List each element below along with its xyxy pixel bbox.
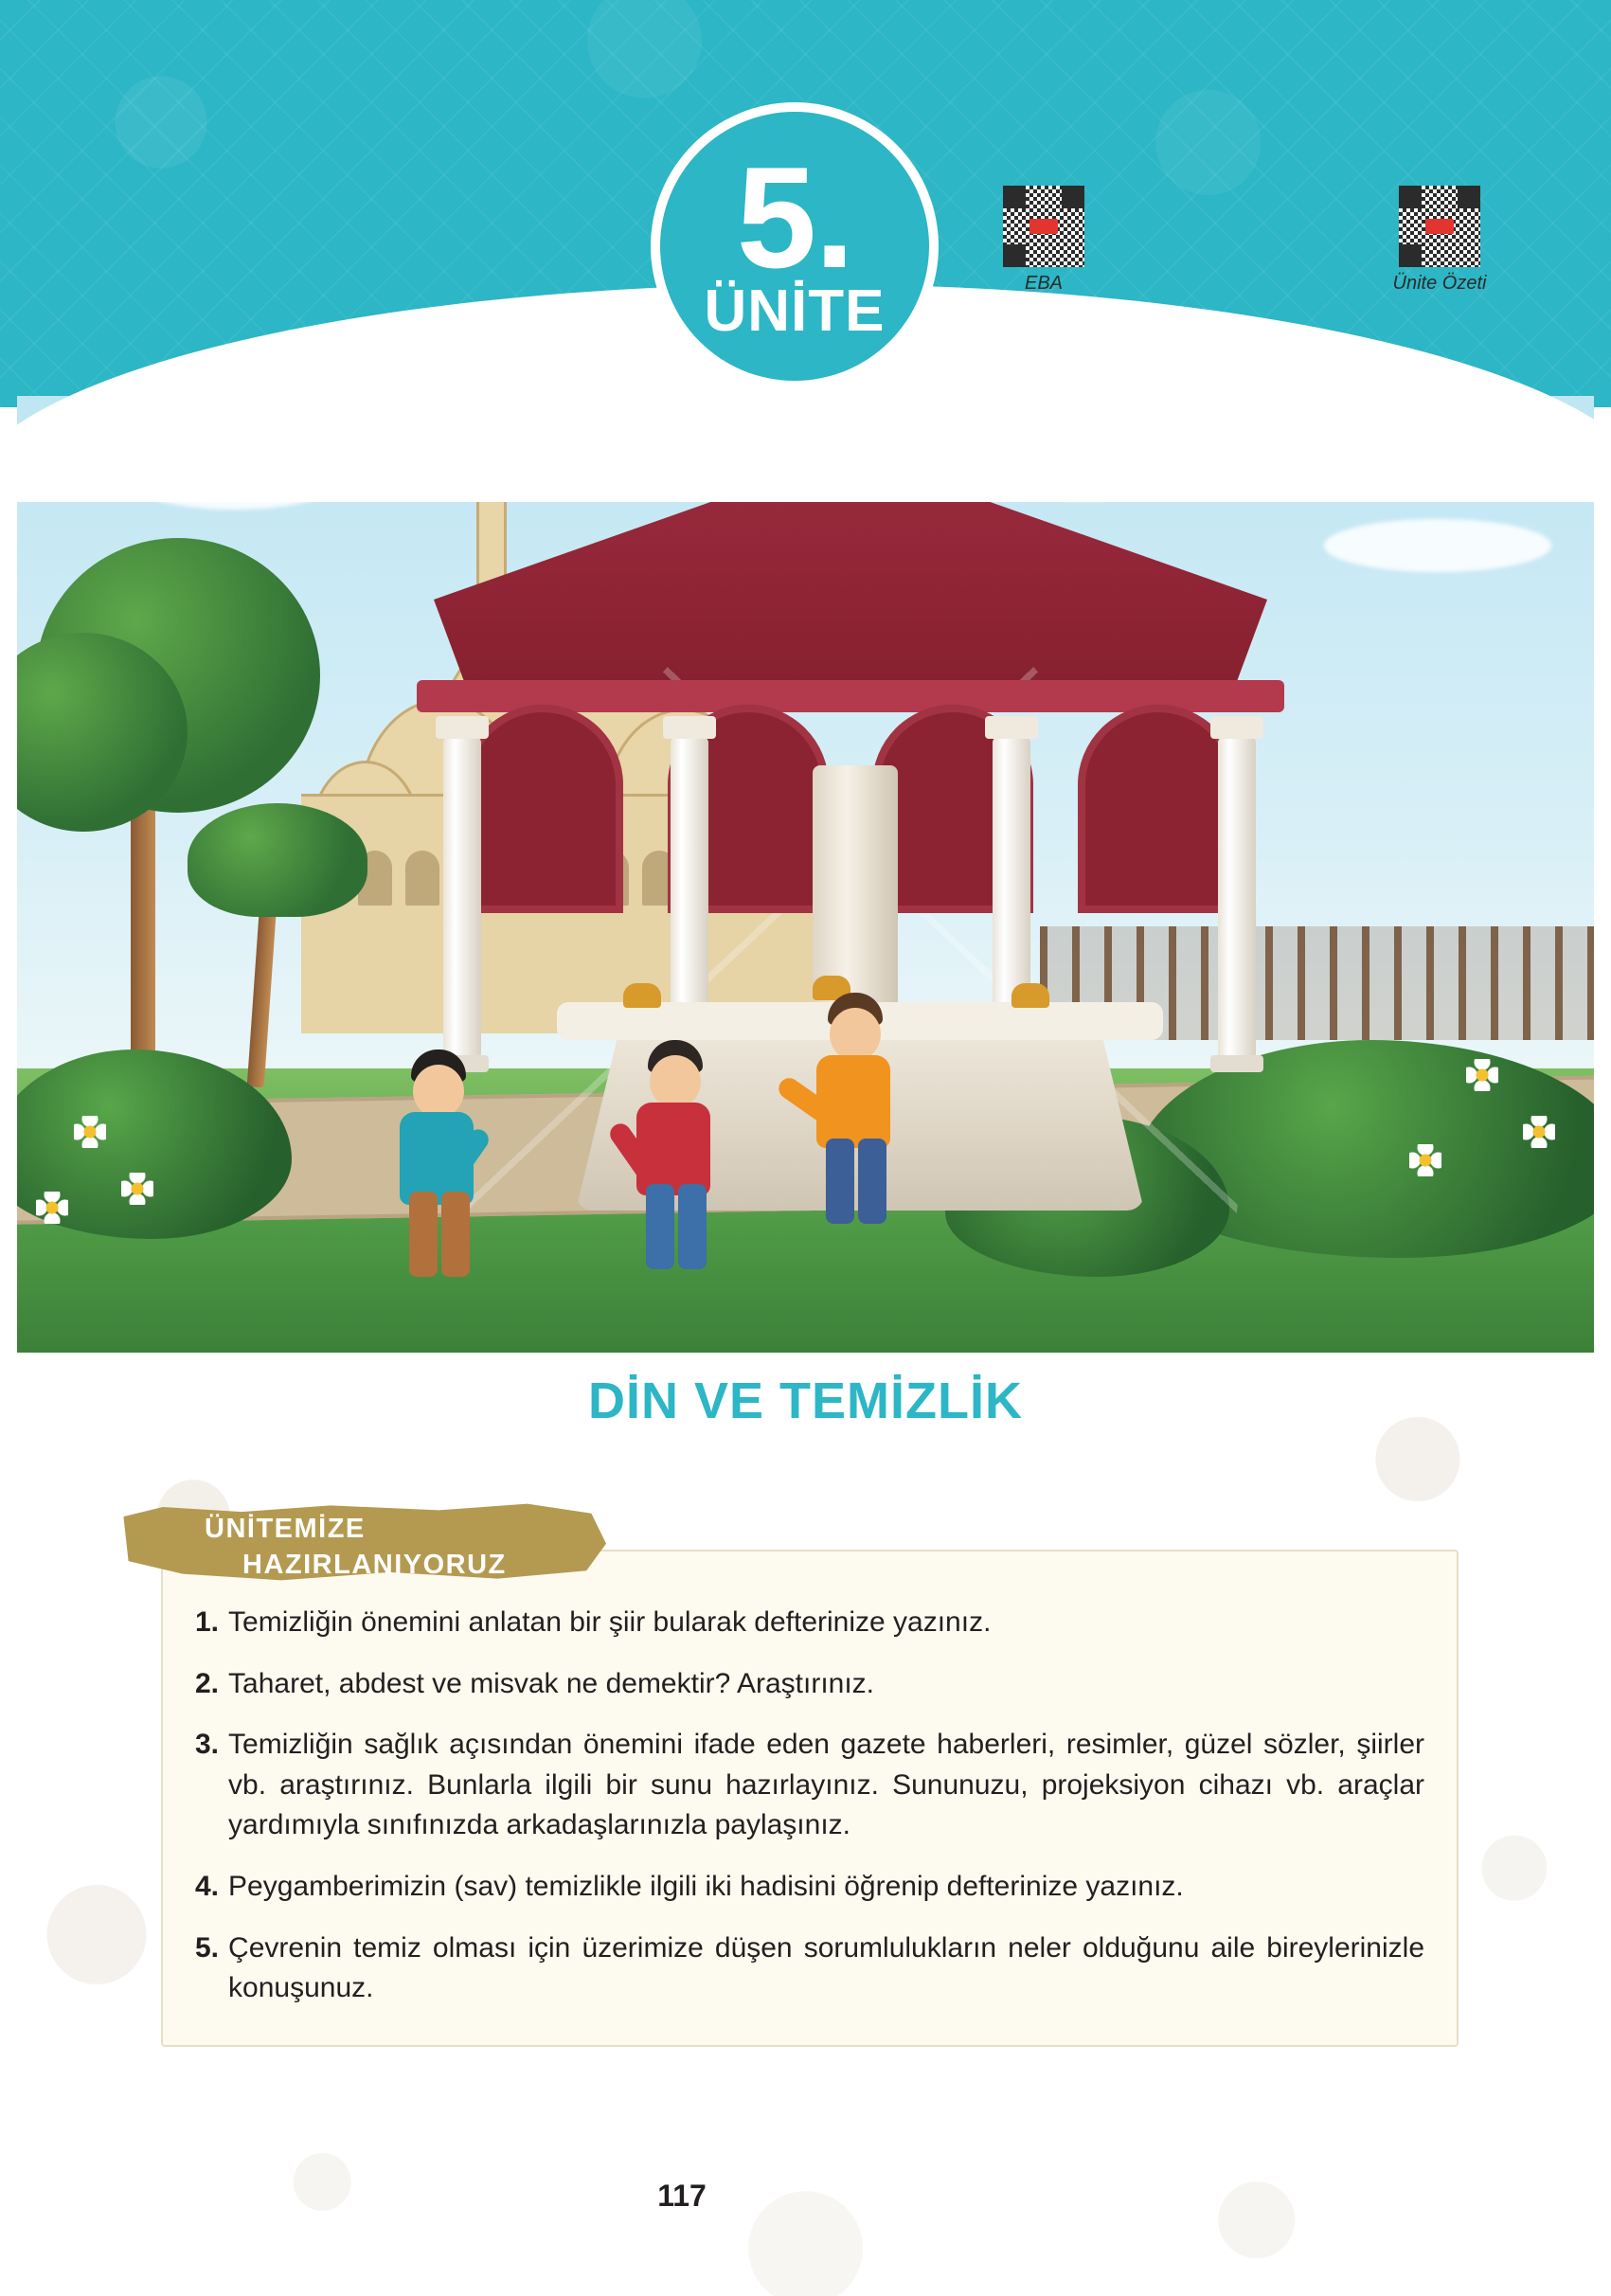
leg <box>858 1139 886 1224</box>
cloud-icon <box>1324 519 1551 572</box>
head <box>650 1055 701 1108</box>
page-number: 117 <box>657 2179 707 2213</box>
flower-icon <box>121 1173 153 1205</box>
column-capital <box>985 716 1038 739</box>
unit-illustration <box>17 396 1594 1353</box>
column-capital <box>1210 716 1263 739</box>
list-item-number: 3. <box>195 1729 220 1761</box>
leg <box>441 1192 470 1277</box>
qr-code-unit-summary[interactable] <box>1378 186 1501 295</box>
list-item <box>195 1664 1424 1705</box>
column-base <box>1210 1055 1263 1072</box>
unit-word: ÜNİTE <box>704 278 886 344</box>
preparation-list <box>195 1603 1424 2009</box>
list-item-number: 4. <box>195 1870 220 1902</box>
list-item <box>195 1725 1424 1846</box>
qr-caption: Ünite Özeti <box>1392 273 1487 294</box>
leg <box>646 1184 674 1269</box>
flower-icon <box>1466 1059 1498 1091</box>
unit-number: 5. <box>736 137 853 298</box>
torso <box>816 1055 890 1148</box>
unit-number-badge <box>660 112 929 381</box>
qr-code-eba[interactable] <box>987 186 1101 295</box>
list-item-text: Temizliğin sağlık açısından önemini ifade eden gazete haberleri, resimler, güzel sözler, şiirler vb. araştırınız. Bunlarla ilgili bir sunu hazırlayınız. Sununuzu, projeksiyon cihazı vb. araçlar yardımıyla sınıfınızda arkadaşlarınızla paylaşınız. <box>228 1729 1424 1841</box>
list-item-number: 1. <box>195 1606 220 1638</box>
list-item <box>195 1928 1424 2009</box>
list-item-text: Temizliğin önemini anlatan bir şiir bularak defterinize yazınız. <box>228 1606 992 1638</box>
qr-code-icon[interactable] <box>1003 186 1084 267</box>
list-item-number: 5. <box>195 1931 220 1964</box>
flower-icon <box>1409 1144 1441 1176</box>
list-item <box>195 1867 1424 1908</box>
column <box>1218 737 1256 1059</box>
page-title: DİN VE TEMİZLİK <box>588 1372 1023 1429</box>
leg <box>826 1139 854 1224</box>
qr-code-icon[interactable] <box>1399 186 1480 267</box>
qr-caption: EBA <box>1024 273 1064 294</box>
column <box>443 737 481 1059</box>
flower-icon <box>74 1116 106 1148</box>
list-item-text: Çevrenin temiz olması için üzerimize düşen sorumlulukların neler olduğunu aile bireylerinizle konuşunuz. <box>228 1931 1424 2004</box>
list-item-text: Peygamberimizin (sav) temizlikle ilgili iki hadisini öğrenip defterinize yazınız. <box>228 1870 1184 1902</box>
ribbon-line-2: HAZIRLANIYORUZ <box>242 1550 507 1580</box>
column-capital <box>436 716 489 739</box>
column-capital <box>663 716 716 739</box>
preparation-box <box>161 1550 1459 2047</box>
tree-trunk <box>131 803 155 1087</box>
head <box>413 1065 464 1118</box>
palm-foliage <box>188 803 367 917</box>
leg <box>409 1192 438 1277</box>
list-item-text: Taharet, abdest ve misvak ne demektir? Araştırınız. <box>228 1667 875 1699</box>
flower-icon <box>1523 1116 1555 1148</box>
ribbon-line-1: ÜNİTEMİZE <box>205 1514 366 1544</box>
list-item <box>195 1603 1424 1643</box>
head <box>830 1008 881 1061</box>
faucet-icon <box>623 983 661 1008</box>
faucet-icon <box>1011 983 1049 1008</box>
flower-icon <box>36 1192 68 1224</box>
preparation-ribbon <box>114 1495 606 1589</box>
list-item-number: 2. <box>195 1667 220 1699</box>
leg <box>678 1184 707 1269</box>
